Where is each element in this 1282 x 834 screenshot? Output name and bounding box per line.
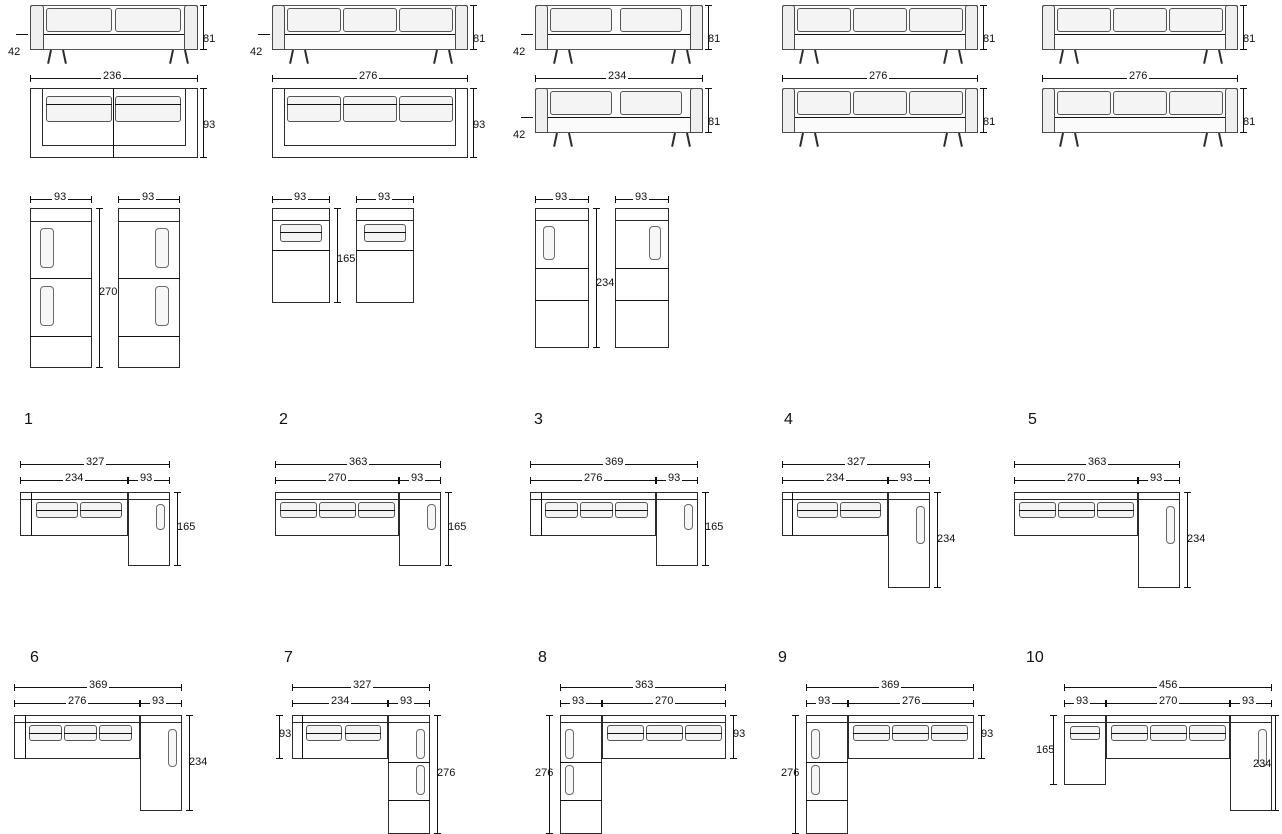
dim-c8-seg1: 93 [572,695,585,707]
dim-p2-depth: 165 [337,253,356,265]
dim-height-5b: 81 [1243,116,1256,128]
composition-label-1: 1 [24,411,33,428]
composition-label-7: 7 [284,649,293,666]
dim-c6-seg1: 276 [68,695,87,707]
dim-height-5: 81 [1243,33,1256,45]
composition-label-2: 2 [279,411,288,428]
composition-label-4: 4 [784,411,793,428]
dim-c3-total: 369 [605,456,624,468]
dim-width-3: 234 [608,70,627,82]
dim-p3-depth: 234 [596,277,615,289]
dim-p1-w1: 93 [54,191,67,203]
composition-label-3: 3 [534,411,543,428]
dim-height-3b: 81 [708,116,721,128]
dim-c9-seg2: 276 [902,695,921,707]
dim-seat-height-3b: 42 [513,129,526,141]
dim-height-1: 81 [203,33,216,45]
dim-c4-depth: 234 [937,533,956,545]
dim-c1-total: 327 [86,456,105,468]
dim-p2-w1: 93 [294,191,307,203]
dim-depth-1: 93 [203,119,216,131]
dim-c10-seg1: 93 [1076,695,1089,707]
dim-c5-seg2: 93 [1150,472,1163,484]
dim-c5-seg1: 270 [1067,472,1086,484]
dim-c3-depth: 165 [705,521,724,533]
dim-c6-seg2: 93 [152,695,165,707]
composition-label-9: 9 [778,649,787,666]
dim-width-5: 276 [1129,70,1148,82]
dim-c8-total: 363 [635,679,654,691]
dim-c3-seg1: 276 [584,472,603,484]
dim-c10-depth: 234 [1253,758,1272,770]
dim-c4-seg2: 93 [900,472,913,484]
dim-height-4: 81 [983,33,996,45]
dim-c4-seg1: 234 [826,472,845,484]
dim-width-4: 276 [869,70,888,82]
dim-p1-depth: 270 [99,286,118,298]
dim-c7-seg1: 234 [331,695,350,707]
dim-c1-seg1: 234 [65,472,84,484]
dim-c6-total: 369 [89,679,108,691]
dim-c10-seg3: 93 [1242,695,1255,707]
dim-width-1: 236 [103,70,122,82]
dim-c9-total: 369 [881,679,900,691]
dim-c8-seg2: 270 [655,695,674,707]
dim-seat-height-1: 42 [8,46,21,58]
dim-c7-total: 327 [353,679,372,691]
dim-p3-w2: 93 [635,191,648,203]
dim-c2-depth: 165 [448,521,467,533]
composition-label-6: 6 [30,649,39,666]
dim-c5-total: 363 [1088,456,1107,468]
dim-height-2: 81 [473,33,486,45]
dim-c8-side: 93 [733,728,746,740]
dim-height-3: 81 [708,33,721,45]
dim-c2-total: 363 [349,456,368,468]
dim-c10-seg2: 270 [1159,695,1178,707]
composition-label-10: 10 [1026,649,1044,666]
dim-c6-depth: 234 [189,756,208,768]
composition-label-8: 8 [538,649,547,666]
dim-c7-seg2: 93 [400,695,413,707]
dim-c3-seg2: 93 [668,472,681,484]
dim-c9-depth: 276 [781,767,800,779]
dim-c2-seg2: 93 [411,472,424,484]
dim-c4-total: 327 [847,456,866,468]
dim-c10-total: 456 [1159,679,1178,691]
dim-c10-side: 165 [1036,744,1055,756]
dim-c7-depth: 276 [437,767,456,779]
dim-c9-side: 93 [981,728,994,740]
dim-seat-height-2: 42 [250,46,263,58]
dim-c1-seg2: 93 [140,472,153,484]
dim-c7-side: 93 [279,728,292,740]
dim-c5-depth: 234 [1187,533,1206,545]
dim-c8-depth: 276 [535,767,554,779]
dim-p3-w1: 93 [555,191,568,203]
dim-p2-w2: 93 [378,191,391,203]
dim-depth-2: 93 [473,119,486,131]
dim-height-4b: 81 [983,116,996,128]
dim-p1-w2: 93 [142,191,155,203]
dim-c1-depth: 165 [177,521,196,533]
dim-width-2: 276 [359,70,378,82]
dim-seat-height-3: 42 [513,46,526,58]
dim-c2-seg1: 270 [328,472,347,484]
dim-c9-seg1: 93 [818,695,831,707]
composition-label-5: 5 [1028,411,1037,428]
